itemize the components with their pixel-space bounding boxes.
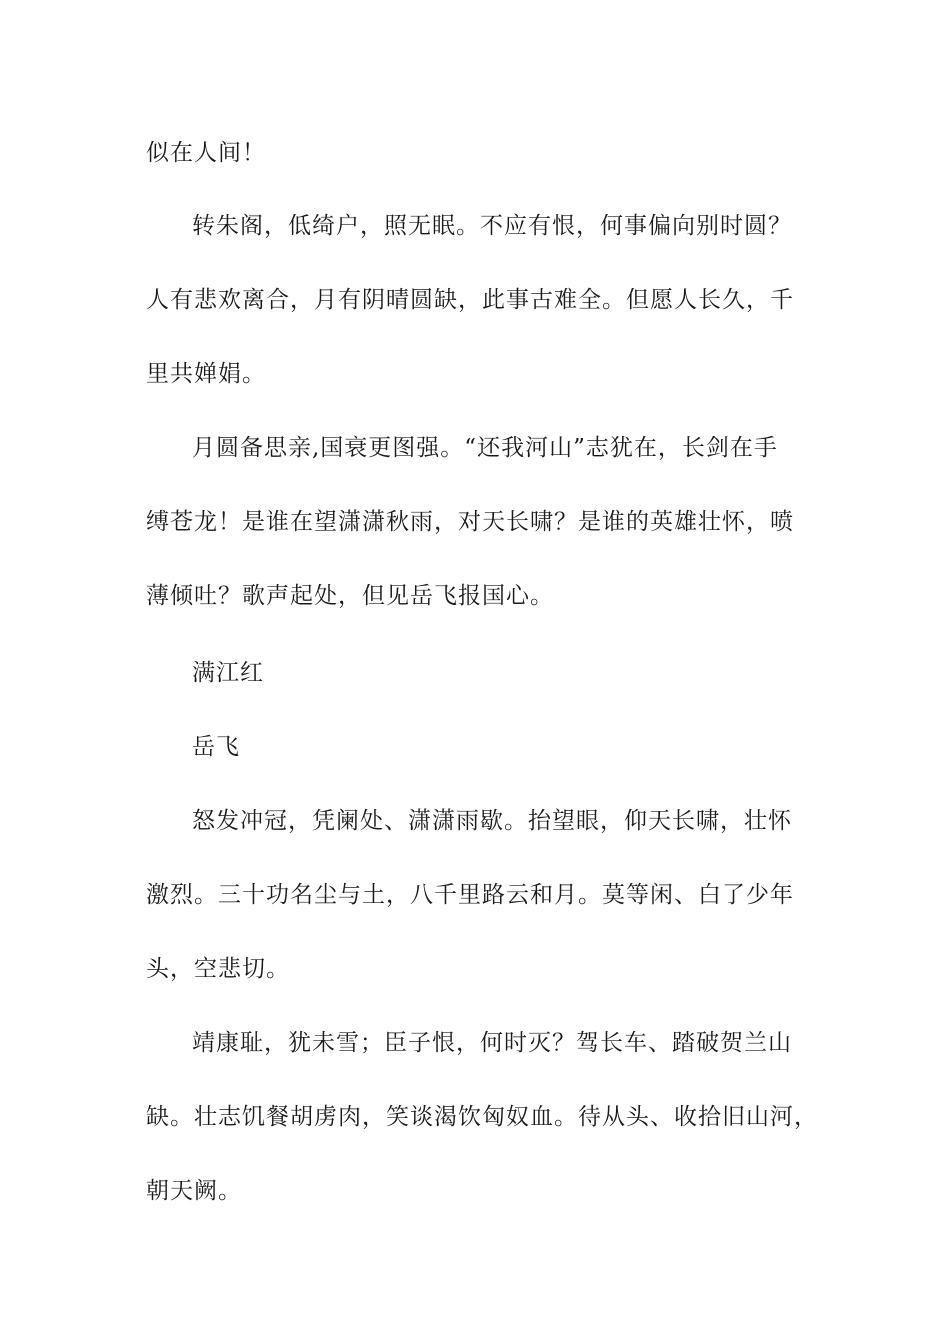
text-line: 缚苍龙！是谁在望潇潇秋雨，对天长啸？是谁的英雄壮怀，喷 xyxy=(146,509,794,535)
text-line: 朝天阙。 xyxy=(146,1178,242,1204)
text-line: 似在人间！ xyxy=(146,140,266,166)
text-line: 里共婵娟。 xyxy=(146,361,266,387)
poem-author: 岳飞 xyxy=(192,734,240,760)
text-line: 缺。壮志饥餐胡虏肉，笑谈渴饮匈奴血。待从头、收拾旧山河， xyxy=(146,1104,818,1130)
text-line: 人有悲欢离合，月有阴晴圆缺，此事古难全。但愿人长久，千 xyxy=(146,287,794,313)
paragraph-line: 靖康耻，犹未雪；臣子恨，何时灭？驾长车、踏破贺兰山 xyxy=(192,1030,792,1056)
paragraph-line: 转朱阁，低绮户，照无眠。不应有恨，何事偏向别时圆？ xyxy=(192,213,792,239)
text-line: 头，空悲切。 xyxy=(146,956,290,982)
poem-title: 满江红 xyxy=(192,660,264,686)
text-line: 激烈。三十功名尘与土，八千里路云和月。莫等闲、白了少年 xyxy=(146,882,794,908)
paragraph-line: 怒发冲冠，凭阑处、潇潇雨歇。抬望眼，仰天长啸，壮怀 xyxy=(192,808,792,834)
text-line: 薄倾吐？歌声起处，但见岳飞报国心。 xyxy=(146,583,554,609)
paragraph-line: 月圆备思亲,国衰更图强。“还我河山”志犹在，长剑在手 xyxy=(192,435,778,461)
